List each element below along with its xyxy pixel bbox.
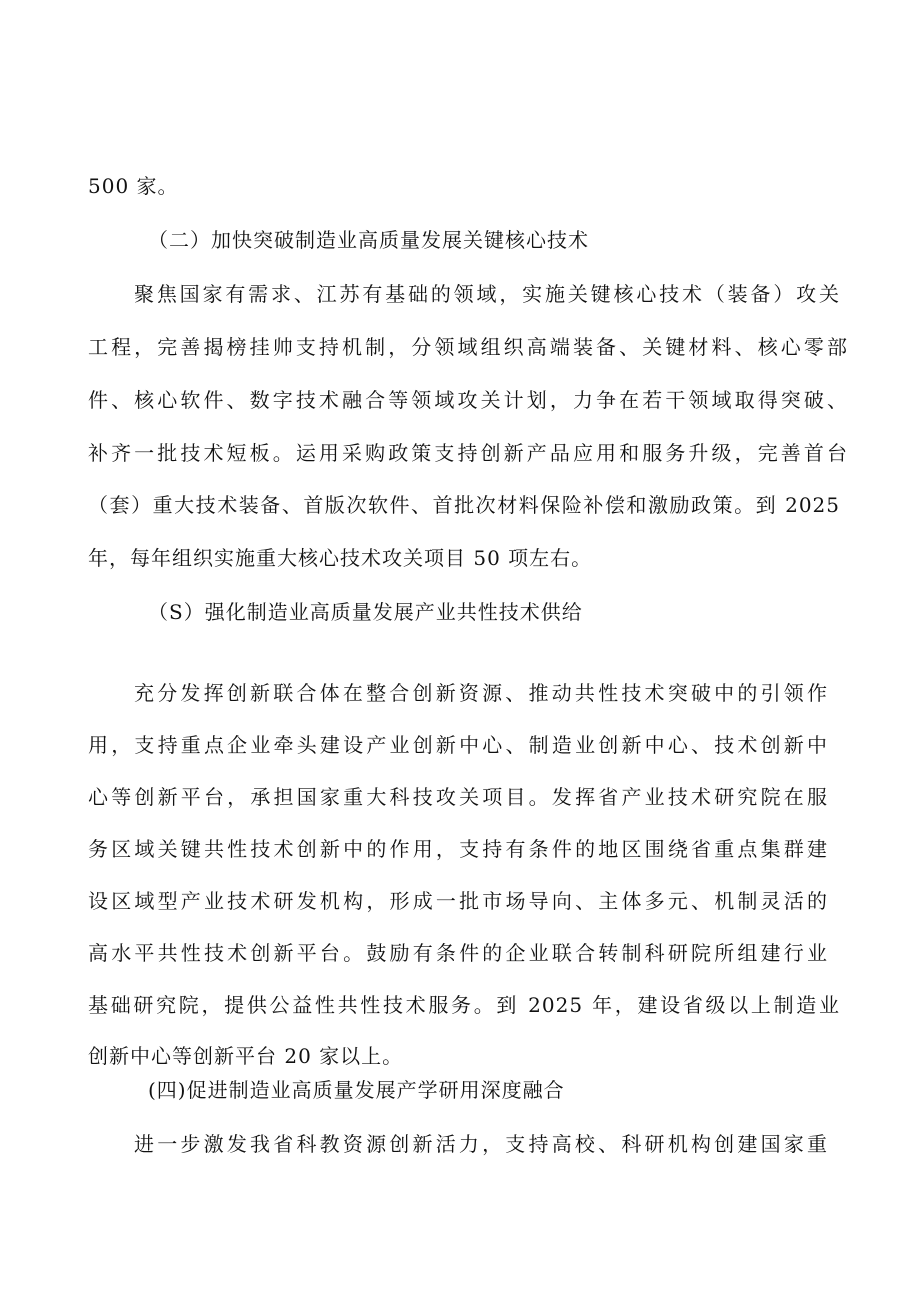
paragraph-line: 年，每年组织实施重大核心技术攻关项目 50 项左右。: [88, 546, 593, 570]
paragraph-line: 充分发挥创新联合体在整合创新资源、推动共性技术突破中的引领作: [134, 681, 828, 705]
paragraph-line: 聚焦国家有需求、江苏有基础的领域，实施关键核心技术（装备）攻关: [134, 282, 840, 306]
paragraph-line: 创新中心等创新平台 20 家以上。: [88, 1044, 404, 1068]
paragraph-line: 心等创新平台，承担国家重大科技攻关项目。发挥省产业技术研究院在服: [88, 785, 828, 809]
section-heading-2: （二）加快突破制造业高质量发展关键核心技术: [148, 228, 589, 252]
paragraph-line: 基础研究院，提供公益性共性技术服务。到 2025 年，建设省级以上制造业: [88, 993, 840, 1017]
paragraph-line: 务区域关键共性技术创新中的作用，支持有条件的地区围绕省重点集群建: [88, 837, 828, 861]
paragraph-line: 件、核心软件、数字技术融合等领域攻关计划，力争在若干领域取得突破、: [88, 388, 848, 412]
paragraph-line: （套）重大技术装备、首版次软件、首批次材料保险补偿和激励政策。到 2025: [88, 493, 840, 517]
paragraph-line: 工程，完善揭榜挂帅支持机制，分领域组织高端装备、关键材料、核心零部: [88, 335, 848, 359]
paragraph-line: 补齐一批技术短板。运用采购政策支持创新产品应用和服务升级，完善首台: [88, 441, 848, 465]
paragraph-tail: 500 家。: [88, 174, 179, 198]
section-heading-3: （S）强化制造业高质量发展产业共性技术供给: [148, 600, 583, 624]
paragraph-line: 进一步激发我省科教资源创新活力，支持高校、科研机构创建国家重: [134, 1132, 828, 1156]
section-heading-4: (四)促进制造业高质量发展产学研用深度融合: [148, 1078, 565, 1102]
paragraph-line: 设区域型产业技术研发机构，形成一批市场导向、主体多元、机制灵活的: [88, 889, 828, 913]
paragraph-line: 高水平共性技术创新平台。鼓励有条件的企业联合转制科研院所组建行业: [88, 941, 828, 965]
paragraph-line: 用，支持重点企业牵头建设产业创新中心、制造业创新中心、技术创新中: [88, 733, 828, 757]
